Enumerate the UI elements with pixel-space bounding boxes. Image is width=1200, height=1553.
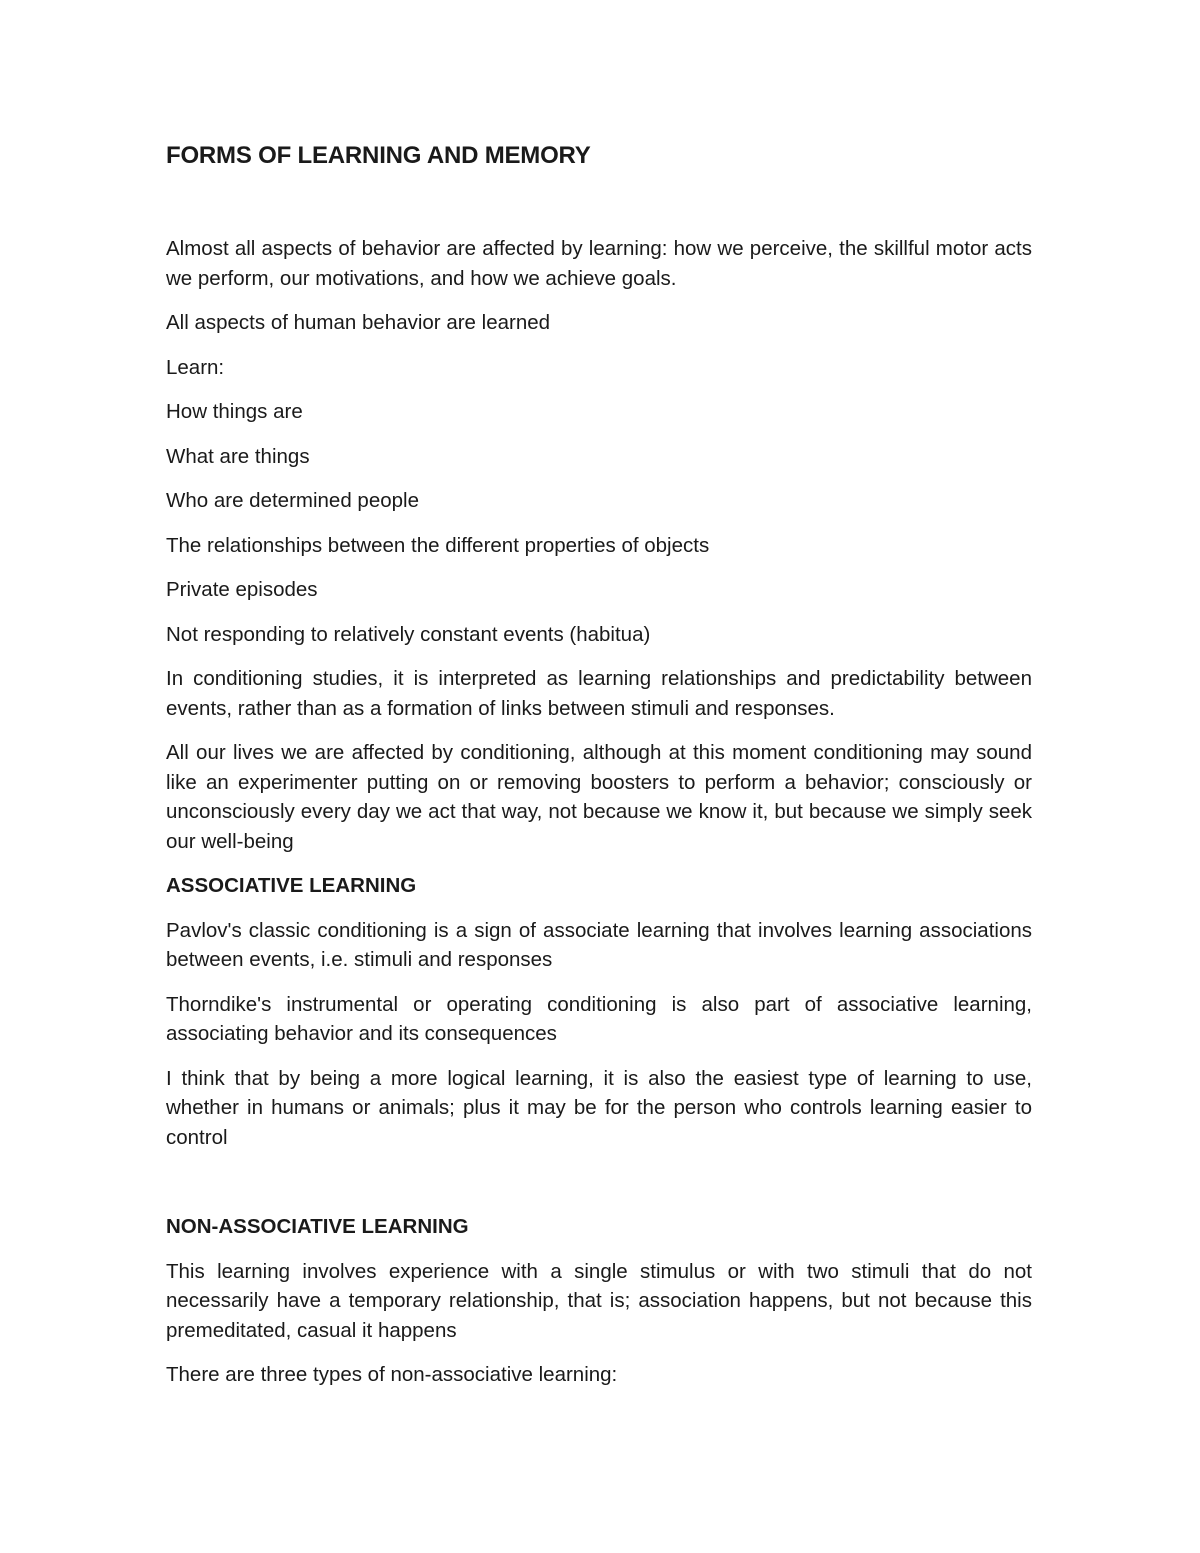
- non-associative-paragraph: This learning involves experience with a single stimulus or with two stimuli that do not necessarily have a temporary relationship, that is; association happens, but not because this premeditated, casual it happens: [166, 1259, 1032, 1342]
- document-title: FORMS OF LEARNING AND MEMORY: [166, 142, 591, 169]
- section-spacer: [166, 1167, 1032, 1212]
- conditioning-paragraph: In conditioning studies, it is interpreted as learning relationships and predictability between events, rather than as a formation of links between stimuli and responses.: [166, 667, 1032, 720]
- document-page: [166, 140, 1032, 1405]
- line-item: Not responding to relatively constant events (habitua): [166, 622, 651, 646]
- line-item: Private episodes: [166, 578, 318, 601]
- non-associative-heading: NON-ASSOCIATIVE LEARNING: [166, 1215, 469, 1238]
- line-item: Who are determined people: [166, 489, 419, 512]
- associative-paragraph: Thorndike's instrumental or operating conditioning is also part of associative learning, associating behavior and its consequences: [166, 992, 1032, 1045]
- line-item: Learn:: [166, 355, 225, 379]
- non-associative-paragraph: There are three types of non-associative learning:: [166, 1363, 618, 1386]
- intro-paragraph: Almost all aspects of behavior are affected by learning: how we perceive, the skillful motor acts we perform, our motivations, and how we achieve goals.: [166, 237, 1032, 290]
- conditioning-paragraph: All our lives we are affected by conditioning, although at this moment conditioning may sound like an experimenter putting on or removing boosters to perform a behavior; consciously or unconsciously every day we act that way, not because we know it, but because we simply seek our well-being: [166, 741, 1032, 853]
- line-item: How things are: [166, 400, 303, 423]
- line-item: The relationships between the different properties of objects: [166, 533, 710, 557]
- associative-paragraph: Pavlov's classic conditioning is a sign of associate learning that involves learning associations between events, i.e. stimuli and responses: [166, 918, 1032, 971]
- associative-heading: ASSOCIATIVE LEARNING: [166, 874, 417, 897]
- line-item: All aspects of human behavior are learned: [166, 311, 551, 334]
- associative-paragraph: I think that by being a more logical learning, it is also the easiest type of learning to use, whether in humans or animals; plus it may be for the person who controls learning easier to control: [166, 1066, 1032, 1149]
- line-item: What are things: [166, 444, 310, 468]
